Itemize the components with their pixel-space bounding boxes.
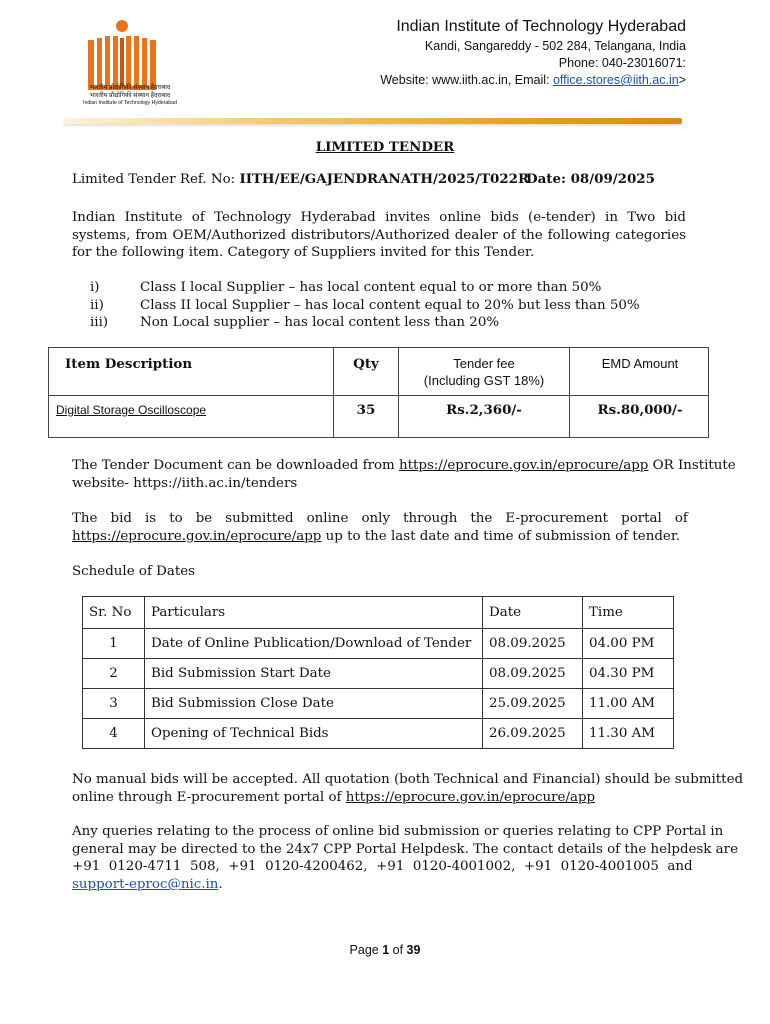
submission-word: through — [403, 511, 458, 526]
institute-address: Kandi, Sangareddy - 502 284, Telangana, India — [424, 39, 686, 53]
tender-intro: Indian Institute of Technology Hyderabad invites online bids (e-tender) in Two bid systems, from OEM/Authorized distributors/Authorized dealer of the following categories for the following item. Category of Suppliers invited for this Tender. — [72, 210, 686, 260]
schedule-header-srno: Sr. No — [83, 597, 145, 629]
queries-email-suffix: . — [218, 877, 223, 892]
eprocure-link[interactable]: https://eprocure.gov.in/eprocure/app — [345, 790, 596, 805]
category-num-3: iii) — [90, 315, 109, 330]
schedule-cell: 2 — [83, 659, 145, 689]
submission-word: of — [674, 511, 688, 526]
item-table — [48, 347, 709, 438]
institute-website-line — [380, 72, 686, 88]
schedule-cell: 25.09.2025 — [483, 689, 583, 719]
schedule-cell: 04.30 PM — [583, 659, 674, 689]
page-number — [0, 943, 770, 957]
download-line-1 — [72, 457, 736, 475]
page-label: Page — [349, 943, 383, 957]
schedule-cell: 04.00 PM — [583, 629, 674, 659]
submission-word: online — [306, 511, 349, 526]
queries-line-1: Any queries relating to the process of online bid submission or queries relating to CPP Portal in — [72, 824, 724, 839]
table-row — [83, 659, 674, 689]
submission-line-1 — [72, 510, 688, 528]
schedule-header-particulars: Particulars — [145, 597, 483, 629]
item-qty-value: 35 — [356, 402, 376, 418]
submission-word: submitted — [225, 511, 294, 526]
helpdesk-email-link[interactable]: support-eproc@nic.in — [72, 877, 219, 892]
manual-bids-prefix: online through E-procurement portal of — [72, 790, 346, 805]
emd-value: Rs.80,000/- — [597, 402, 683, 418]
schedule-cell: 11.30 AM — [583, 719, 674, 749]
table-row — [83, 597, 674, 629]
queries-line-2: general may be directed to the 24x7 CPP Portal Helpdesk. The contact details of the helpdesk are — [72, 842, 738, 857]
submission-rest: up to the last date and time of submission of tender. — [321, 529, 681, 544]
page-of-label: of — [389, 943, 407, 957]
submission-word: E-procurement — [505, 511, 609, 526]
schedule-cell: 3 — [83, 689, 145, 719]
schedule-cell: Bid Submission Start Date — [145, 659, 483, 689]
schedule-table — [82, 596, 674, 749]
eprocure-link[interactable]: https://eprocure.gov.in/eprocure/app — [399, 458, 649, 473]
schedule-header-time: Time — [583, 597, 674, 629]
website-prefix: Website: www.iith.ac.in, Email: — [380, 73, 553, 87]
tender-ref-line — [72, 171, 529, 189]
logo-text-english: Indian Institute of Technology Hyderabad — [83, 100, 177, 106]
table-row — [83, 689, 674, 719]
schedule-header-date: Date — [483, 597, 583, 629]
schedule-cell: Bid Submission Close Date — [145, 689, 483, 719]
tender-ref-label: Limited Tender Ref. No: — [72, 172, 240, 187]
category-num-2: ii) — [90, 298, 104, 313]
submission-word: only — [361, 511, 391, 526]
submission-word: the — [470, 511, 493, 526]
schedule-cell: 4 — [83, 719, 145, 749]
submission-line-2 — [72, 528, 680, 546]
item-table-divider — [49, 395, 708, 396]
website-suffix: > — [678, 73, 686, 87]
queries-line-4 — [72, 876, 223, 894]
table-row — [83, 629, 674, 659]
tender-title: LIMITED TENDER — [315, 139, 455, 155]
submission-word: portal — [621, 511, 662, 526]
category-text-3: Non Local supplier – has local content less than 20% — [140, 315, 500, 330]
download-text: The Tender Document can be downloaded from — [72, 458, 399, 473]
schedule-cell: 11.00 AM — [583, 689, 674, 719]
schedule-cell: 26.09.2025 — [483, 719, 583, 749]
table-row — [83, 719, 674, 749]
tender-date: Date: 08/09/2025 — [526, 171, 655, 187]
item-desc-header: Item Description — [65, 356, 193, 372]
institute-name: Indian Institute of Technology Hyderabad — [396, 18, 686, 35]
submission-word: bid — [110, 511, 132, 526]
submission-word: to — [169, 511, 183, 526]
submission-word: is — [145, 511, 157, 526]
manual-bids-line-1: No manual bids will be accepted. All quotation (both Technical and Financial) should be submitted — [72, 772, 744, 787]
category-num-1: i) — [90, 280, 100, 295]
schedule-cell: Opening of Technical Bids — [145, 719, 483, 749]
emd-header: EMD Amount — [601, 356, 679, 371]
tender-fee-value: Rs.2,360/- — [446, 402, 522, 418]
schedule-cell: 1 — [83, 629, 145, 659]
schedule-cell: 08.09.2025 — [483, 629, 583, 659]
logo-text-hindi-1: भारतीय प्रौद्योगिकी संस्थान हैदराबाद — [89, 84, 171, 91]
schedule-heading: Schedule of Dates — [72, 564, 196, 579]
page-total: 39 — [406, 943, 421, 957]
download-text-or: OR Institute — [648, 458, 736, 473]
tender-ref-no: IITH/EE/GAJENDRANATH/2025/T022R — [239, 171, 530, 187]
category-text-1: Class I local Supplier – has local content equal to or more than 50% — [140, 280, 602, 295]
schedule-cell: 08.09.2025 — [483, 659, 583, 689]
queries-line-3: +91 0120-4711 508, +91 0120-4200462, +91 0120-4001002, +91 0120-4001005 and — [72, 859, 693, 874]
schedule-cell: Date of Online Publication/Download of Tender — [145, 629, 483, 659]
stores-email-link[interactable]: office.stores@iith.ac.in — [552, 73, 679, 87]
tender-fee-header-line2: (Including GST 18%) — [423, 373, 545, 388]
submission-word: The — [72, 511, 98, 526]
header-divider — [64, 118, 682, 124]
manual-bids-line-2 — [72, 789, 595, 807]
category-text-2: Class II local Supplier – has local content equal to 20% but less than 50% — [140, 298, 640, 313]
tender-fee-header — [399, 355, 569, 389]
submission-word: be — [195, 511, 213, 526]
logo-text-hindi-2: भारतीय प्रौद्योगिकी संस्थान हैदराबाद — [89, 92, 171, 99]
tender-fee-header-line1: Tender fee — [453, 356, 515, 371]
page-current: 1 — [382, 943, 390, 957]
institute-phone: Phone: 040-23016071: — [558, 56, 686, 70]
download-line-2: website- https://iith.ac.in/tenders — [72, 476, 298, 491]
item-desc-value: Digital Storage Oscilloscope — [56, 403, 207, 417]
item-qty-header: Qty — [353, 356, 379, 372]
eprocure-link[interactable]: https://eprocure.gov.in/eprocure/app — [72, 529, 322, 544]
